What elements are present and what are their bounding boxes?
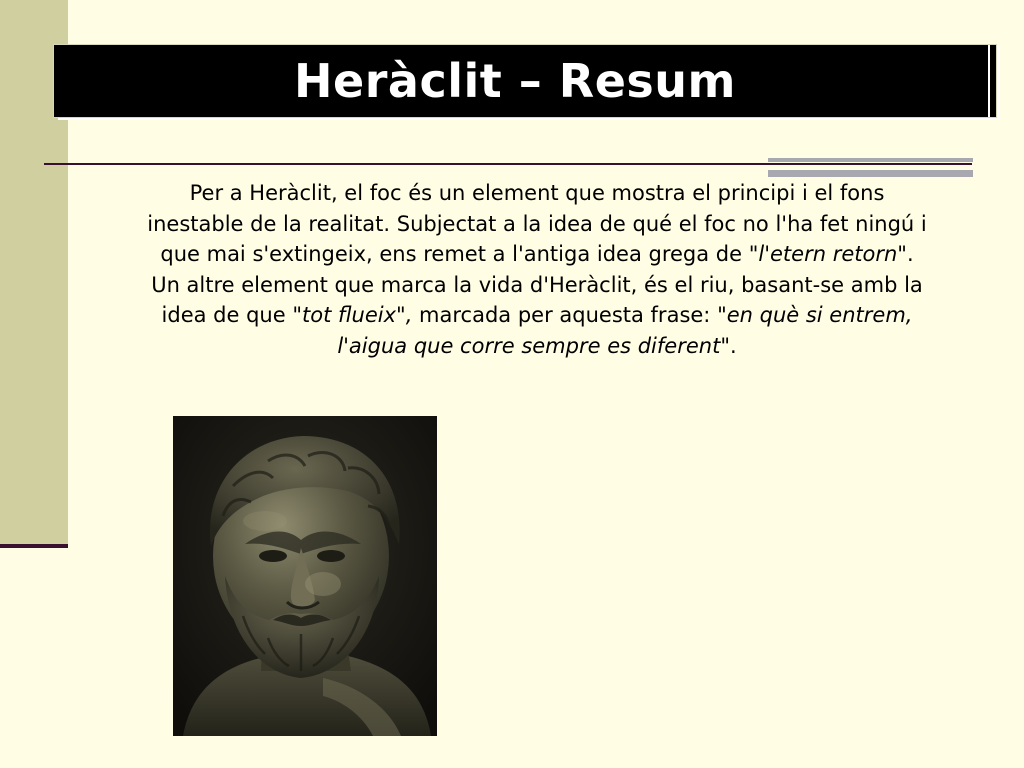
paragraph-fire <box>140 178 934 270</box>
paragraph-river-text: Un altre element que marca la vida d'Heràclit, és el riu, basant-se amb la idea de que " <box>151 272 923 327</box>
paragraph-river-middle: marcada per aquesta frase: <box>412 303 718 327</box>
paragraph-fire-end: . <box>906 242 914 266</box>
horizontal-rule <box>44 163 972 165</box>
paragraph-fire-italic: "l'etern retorn" <box>748 242 907 266</box>
heraclitus-bust-image <box>173 416 437 736</box>
accent-rule-top <box>768 158 973 162</box>
title-bar <box>53 44 997 118</box>
accent-rule-bottom <box>768 170 973 177</box>
body-text <box>140 178 934 361</box>
paragraph-river-italic-1: tot flueix", <box>301 303 413 327</box>
slide-title: Heràclit – Resum <box>294 54 736 108</box>
paragraph-river-end: ". <box>720 333 737 358</box>
paragraph-river-italic-2: "en què si entrem, l'aigua que corre sempre es diferent <box>337 303 913 358</box>
left-band-underline <box>0 544 68 548</box>
bust-illustration <box>173 416 437 736</box>
paragraph-fire-text: Per a Heràclit, el foc és un element que mostra el principi i el fons inestable de la realitat. Subjectat a la idea de qué el foc no l'ha fet ningú i que mai s'extingeix, ens remet a l'antiga idea grega de <box>147 181 927 266</box>
paragraph-river <box>140 270 934 362</box>
